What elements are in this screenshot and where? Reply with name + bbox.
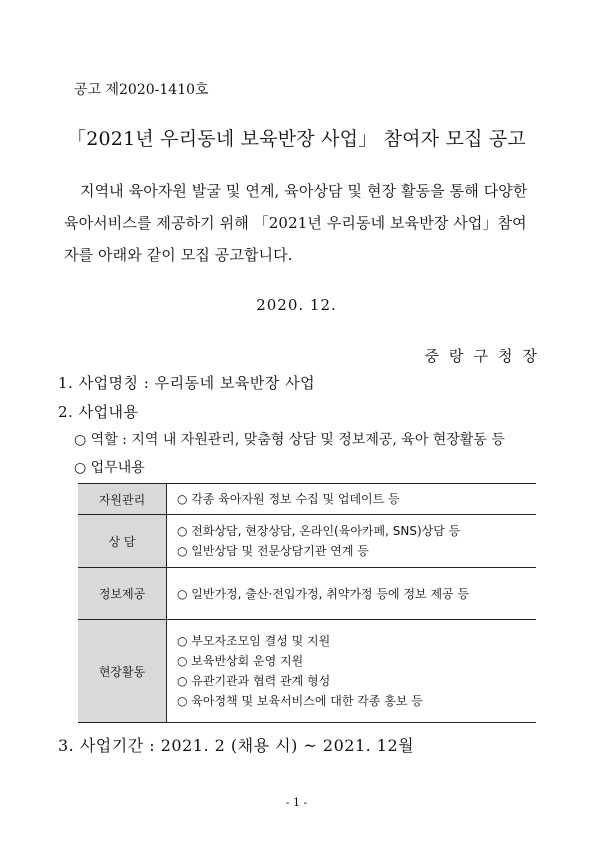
section-business-name: 1. 사업명칭 : 우리동네 보육반장 사업 — [58, 374, 316, 392]
section-business-period: 3. 사업기간 : 2021. 2 (채용 시) ~ 2021. 12월 — [58, 736, 415, 755]
duty-item: ○ 유관기관과 협력 관계 형성 — [177, 674, 331, 688]
intro-line-1: 지역내 육아자원 발굴 및 연계, 육아상담 및 현장 활동을 통해 다양한 — [80, 182, 528, 200]
description-cell — [167, 620, 537, 723]
duties-label: ○ 업무내용 — [74, 460, 145, 476]
duty-item: ○ 일반상담 및 전문상담기관 연계 등 — [177, 544, 369, 558]
table-row — [78, 484, 536, 515]
category-cell: 정보제공 — [78, 568, 167, 620]
duty-item: ○ 부모자조모임 결성 및 지원 — [177, 634, 331, 648]
table-row — [78, 620, 536, 723]
category-cell: 현장활동 — [78, 620, 167, 723]
duty-item: ○ 육아정책 및 보육서비스에 대한 각종 홍보 등 — [177, 694, 423, 708]
description-cell — [167, 484, 537, 515]
intro-line-3: 자를 아래와 같이 모집 공고합니다. — [64, 246, 293, 264]
notice-date: 2020. 12. — [256, 296, 337, 314]
table-row — [78, 568, 536, 620]
notice-number: 공고 제2020-1410호 — [74, 82, 209, 98]
page-number: - 1 - — [285, 796, 308, 809]
description-cell — [167, 568, 537, 620]
duty-item: ○ 각종 육아자원 정보 수집 및 업데이트 등 — [177, 492, 400, 506]
description-cell — [167, 515, 537, 568]
duty-item: ○ 전화상담, 현장상담, 온라인(육아카페, SNS)상담 등 — [177, 524, 461, 538]
role-item: ○ 역할 : 지역 내 자원관리, 맞춤형 상담 및 정보제공, 육아 현장활동 등 — [74, 432, 505, 448]
category-cell: 자원관리 — [78, 484, 167, 515]
duty-item: ○ 일반가정, 출산·전입가정, 취약가정 등에 정보 제공 등 — [177, 586, 470, 601]
issuer-name: 중랑구청장 — [424, 347, 547, 365]
section-business-content-heading: 2. 사업내용 — [58, 403, 139, 421]
category-cell: 상 담 — [78, 515, 167, 568]
page-title: 「2021년 우리동네 보육반장 사업」 참여자 모집 공고 — [67, 128, 526, 150]
intro-line-2: 육아서비스를 제공하기 위해 「2021년 우리동네 보육반장 사업」참여 — [64, 214, 527, 232]
duty-item: ○ 보육반상회 운영 지원 — [177, 654, 304, 668]
table-row — [78, 515, 536, 568]
duties-table — [78, 483, 536, 723]
